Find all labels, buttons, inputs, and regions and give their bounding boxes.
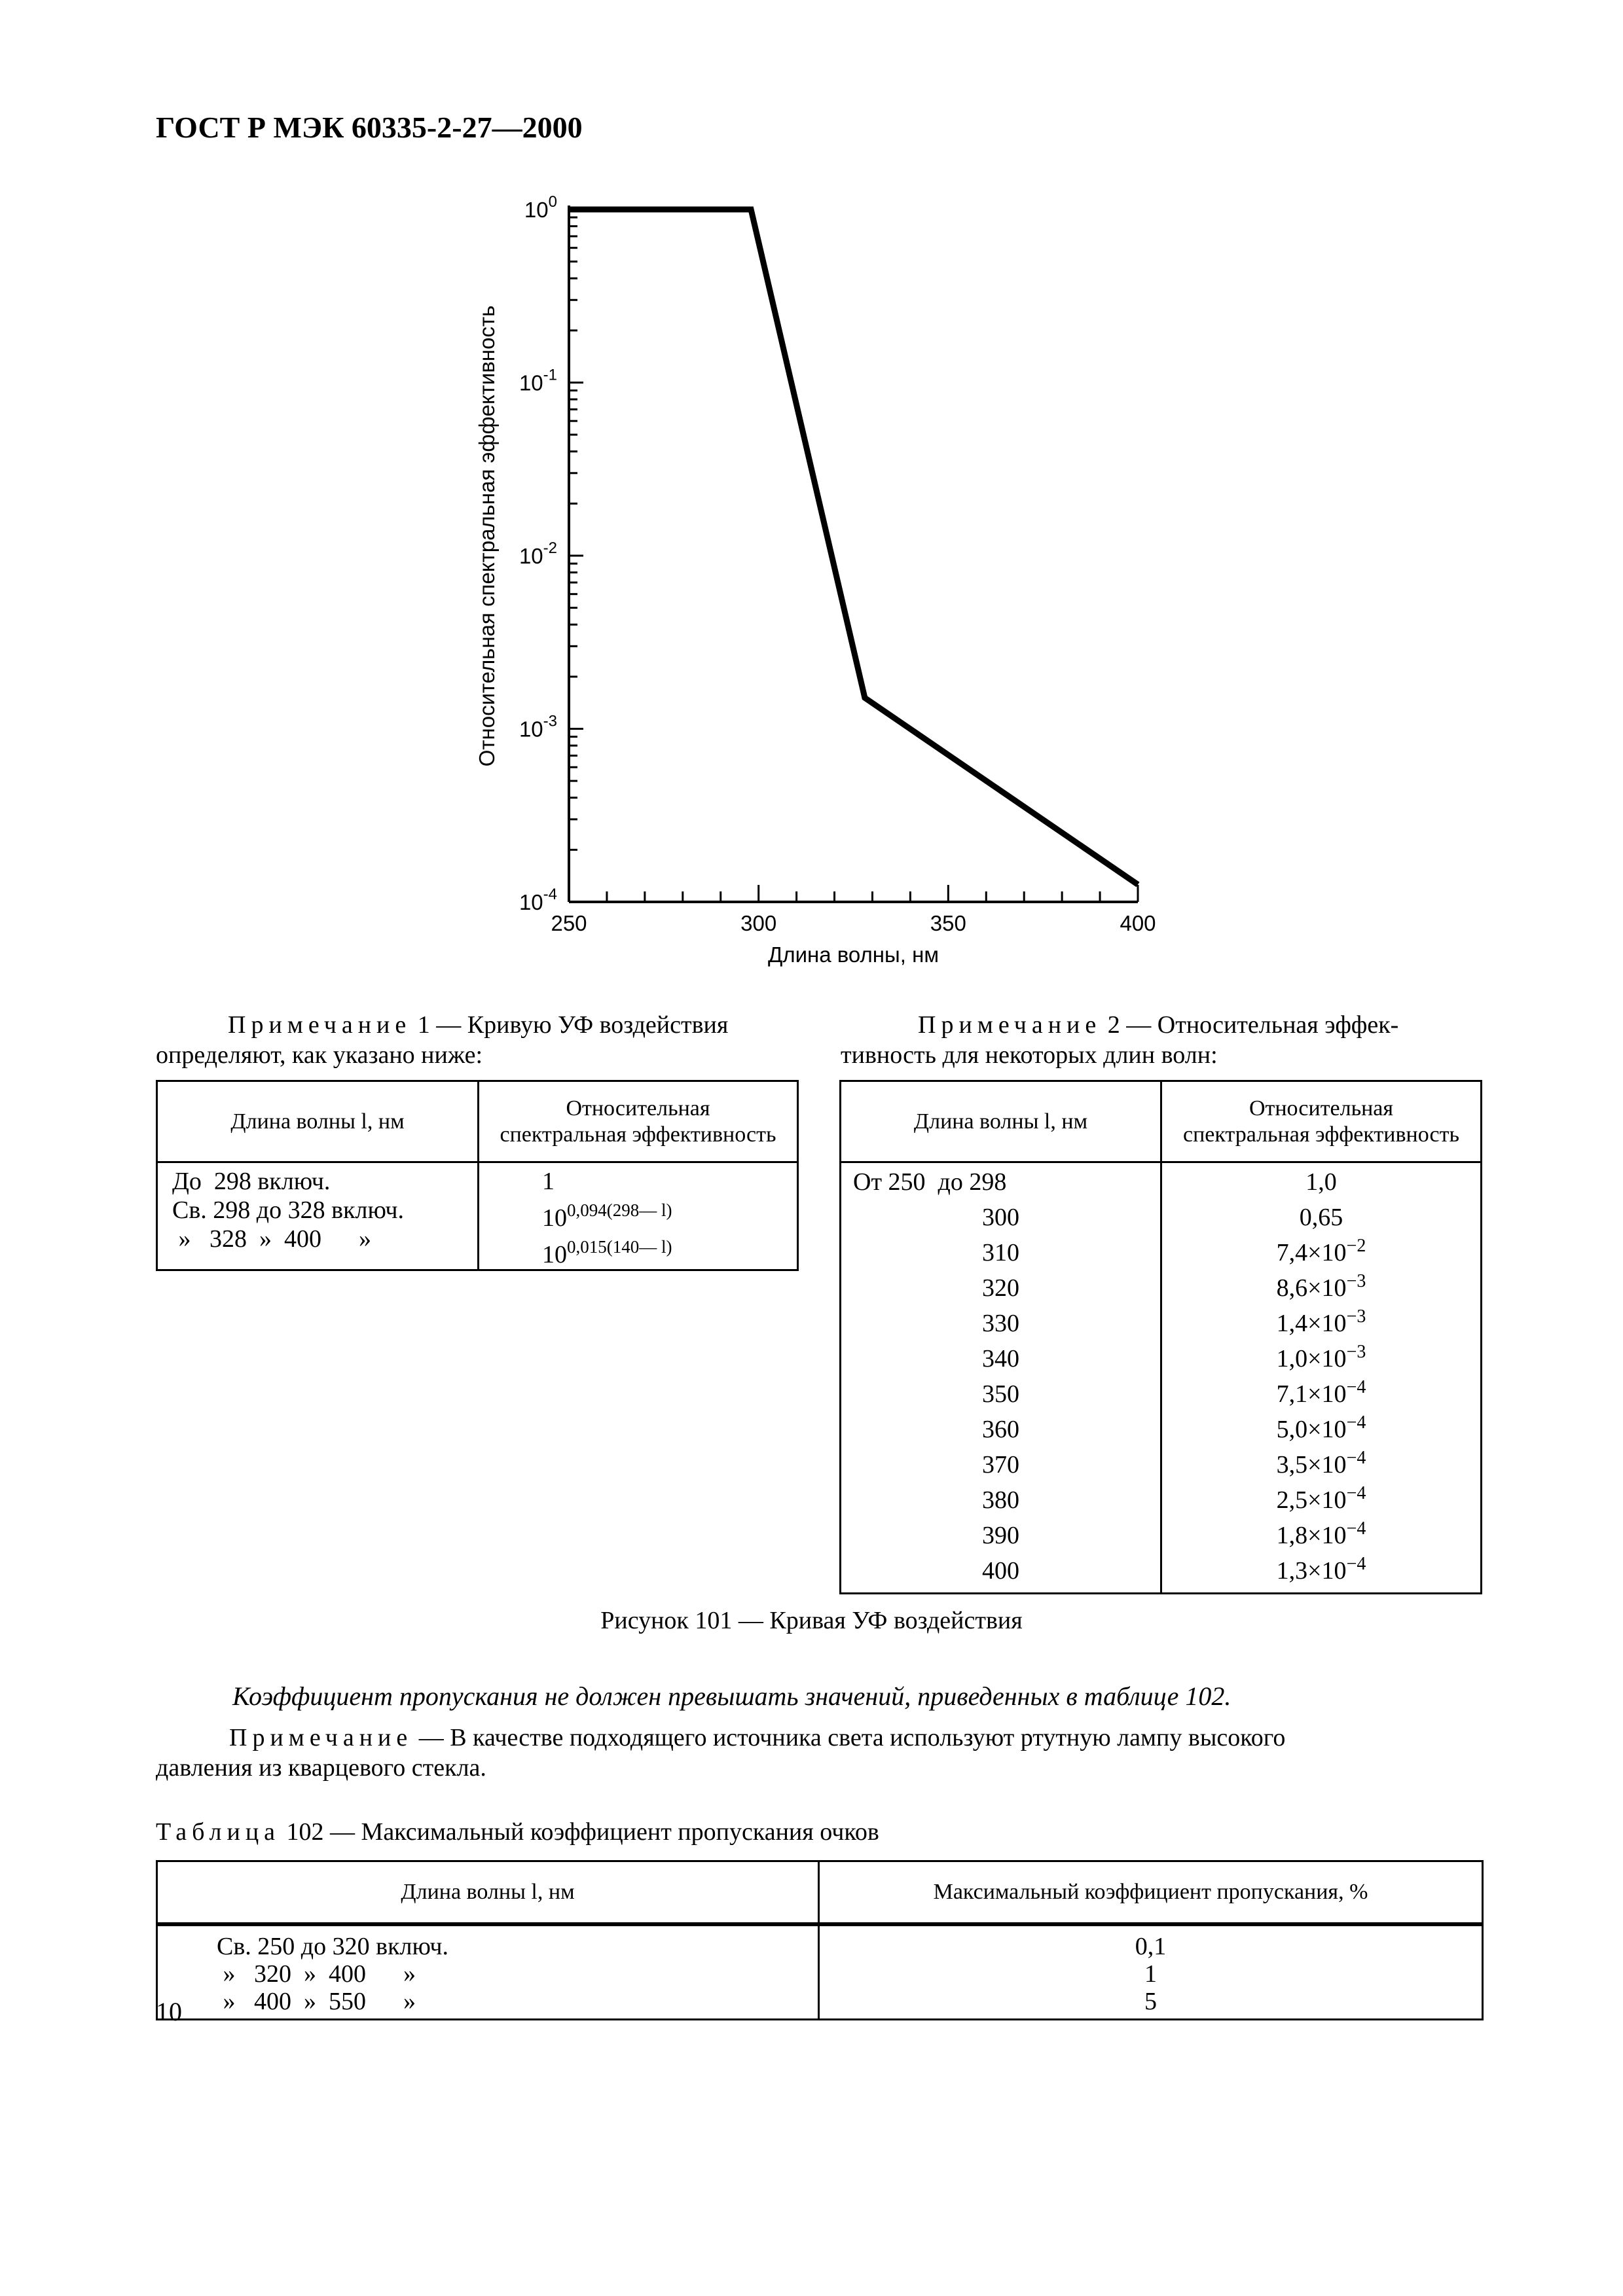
note-1-header-eff-line-2: спектральная эффективность xyxy=(500,1122,776,1147)
table-102-wave-row: Св. 250 до 320 включ. xyxy=(217,1932,449,1960)
note-2-wave-cell xyxy=(841,1162,1161,1594)
note-1-text-line-2: определяют, как указано ниже: xyxy=(156,1041,483,1069)
series-line xyxy=(569,209,1138,885)
note-2-eff-exponent: −4 xyxy=(1346,1412,1366,1433)
note-2-eff-row xyxy=(1162,1553,1480,1588)
note-1-header-eff-line-1: Относительная xyxy=(566,1096,710,1121)
y-tick-exponent: -2 xyxy=(543,539,557,557)
note-2-eff-row xyxy=(1162,1270,1480,1306)
note-3-text-line-1: — В качестве подходящего источника света используют ртутную лампу высокого xyxy=(412,1724,1286,1751)
note-1-wave-cell xyxy=(157,1162,479,1270)
y-tick-label xyxy=(524,193,557,222)
table-102 xyxy=(156,1860,1484,2020)
note-2-eff-base: 3,5×10 xyxy=(1276,1451,1347,1479)
x-tick-label: 350 xyxy=(930,911,966,935)
y-tick-base: 10 xyxy=(519,890,543,914)
page-number: 10 xyxy=(156,1997,182,2026)
note-2-wave-row: 310 xyxy=(982,1239,1019,1266)
note-2-text-line-2: тивность для некоторых длин волн: xyxy=(841,1041,1218,1069)
note-2-eff-row xyxy=(1162,1341,1480,1376)
note-2-eff-exponent: −4 xyxy=(1346,1377,1366,1397)
note-2-eff-exponent: −4 xyxy=(1346,1483,1366,1503)
note-2-wave-row: 370 xyxy=(982,1451,1019,1479)
y-tick-base: 10 xyxy=(524,198,549,222)
note-2-eff-base: 7,4×10 xyxy=(1276,1239,1347,1266)
note-2-header-wave: Длина волны l, нм xyxy=(841,1081,1161,1162)
y-tick-exponent: -4 xyxy=(543,886,557,903)
chart-ticks xyxy=(569,209,1138,902)
table-102-coef-row: 0,1 xyxy=(1135,1932,1167,1960)
note-1-eff-base: 1 xyxy=(542,1168,555,1195)
note-1-table xyxy=(156,1080,799,1271)
note-2-eff-base: 7,1×10 xyxy=(1276,1380,1347,1408)
note-2-wave-row: От 250 до 298 xyxy=(853,1168,1007,1196)
y-tick-label xyxy=(519,886,557,914)
note-2-wave-row: 350 xyxy=(982,1380,1019,1408)
note-1-eff-row xyxy=(542,1196,797,1232)
note-2-wave-row: 360 xyxy=(982,1416,1019,1443)
note-2-eff-row xyxy=(1162,1235,1480,1270)
y-tick-exponent: 0 xyxy=(548,193,557,211)
note-2-eff-base: 1,4×10 xyxy=(1276,1310,1347,1337)
note-1-header-eff xyxy=(479,1081,798,1162)
table-102-wave-row: » 400 » 550 » xyxy=(217,1987,416,2015)
chart-axes xyxy=(569,206,1138,902)
note-2-wave-row: 330 xyxy=(982,1310,1019,1337)
note-2-eff-base: 8,6×10 xyxy=(1276,1274,1347,1302)
note-2-eff-base: 1,3×10 xyxy=(1276,1557,1347,1585)
note-2-eff-exponent: −2 xyxy=(1346,1236,1366,1256)
note-1-eff-cell xyxy=(479,1162,798,1270)
note-1 xyxy=(156,1010,797,1070)
note-2-eff-row xyxy=(1162,1376,1480,1412)
note-2-eff-exponent: −4 xyxy=(1346,1448,1366,1468)
note-2-prefix: Примечание xyxy=(918,1011,1102,1039)
note-2-header-eff-line-2: спектральная эффективность xyxy=(1182,1122,1460,1147)
note-2-eff-base: 2,5×10 xyxy=(1276,1486,1347,1514)
note-1-wave-row: Св. 298 до 328 включ. xyxy=(172,1196,405,1224)
x-axis-label: Длина волны, нм xyxy=(767,942,939,967)
note-2-wave-row: 390 xyxy=(982,1522,1019,1549)
note-1-eff-base: 10 xyxy=(542,1204,567,1232)
note-1-eff-exponent: 0,015(140— l) xyxy=(567,1237,672,1257)
note-2-header-eff xyxy=(1161,1081,1482,1162)
note-2-eff-row xyxy=(1162,1447,1480,1482)
y-tick-base: 10 xyxy=(519,370,543,395)
note-1-text-line-1: 1 — Кривую УФ воздействия xyxy=(411,1011,729,1039)
note-1-eff-base: 10 xyxy=(542,1241,567,1268)
note-2-text-line-1: 2 — Относительная эффек- xyxy=(1101,1011,1399,1039)
figure-caption: Рисунок 101 — Кривая УФ воздействия xyxy=(600,1607,1023,1634)
table-102-coef-cell xyxy=(819,1924,1483,2020)
note-2-wave-row: 400 xyxy=(982,1557,1019,1585)
note-2-eff-base: 1,0 xyxy=(1305,1168,1337,1196)
note-3-text-line-2: давления из кварцевого стекла. xyxy=(156,1754,486,1782)
note-2-eff-exponent: −3 xyxy=(1346,1271,1366,1291)
y-tick-label xyxy=(519,539,557,568)
note-2-table xyxy=(839,1080,1482,1594)
note-2 xyxy=(841,1010,1482,1070)
y-tick-exponent: -3 xyxy=(543,712,557,730)
table-102-header-coef: Максимальный коэффициент пропускания, % xyxy=(819,1861,1483,1924)
note-2-eff-base: 5,0×10 xyxy=(1276,1416,1347,1443)
table-102-wave-cell xyxy=(157,1924,819,2020)
note-1-prefix: Примечание xyxy=(228,1011,412,1039)
note-3 xyxy=(156,1723,1485,1783)
note-1-wave-row: До 298 включ. xyxy=(172,1168,331,1195)
y-tick-base: 10 xyxy=(519,544,543,568)
note-1-header-wave: Длина волны l, нм xyxy=(157,1081,479,1162)
table-102-coef-row: 5 xyxy=(1144,1987,1157,2015)
document-header: ГОСТ Р МЭК 60335-2-27—2000 xyxy=(156,111,583,144)
x-tick-label: 250 xyxy=(551,911,587,935)
note-2-eff-row xyxy=(1162,1306,1480,1341)
note-1-eff-exponent: 0,094(298— l) xyxy=(567,1200,672,1220)
y-tick-exponent: -1 xyxy=(543,366,557,384)
note-2-eff-row xyxy=(1162,1412,1480,1447)
note-2-wave-row: 320 xyxy=(982,1274,1019,1302)
note-1-eff-row xyxy=(542,1232,797,1269)
y-tick-base: 10 xyxy=(519,717,543,742)
table-102-label-text: 102 — Максимальный коэффициент пропускания очков xyxy=(280,1818,879,1846)
x-tick-label: 400 xyxy=(1120,911,1156,935)
note-2-eff-row xyxy=(1162,1200,1480,1235)
y-axis-label: Относительная спектральная эффективность xyxy=(475,305,499,767)
note-2-eff-cell xyxy=(1161,1162,1482,1594)
table-102-label-prefix: Таблица xyxy=(156,1818,281,1846)
y-tick-label xyxy=(519,713,557,742)
note-2-header-eff-line-1: Относительная xyxy=(1249,1096,1394,1121)
note-2-eff-exponent: −4 xyxy=(1346,1518,1366,1539)
note-2-eff-exponent: −3 xyxy=(1346,1342,1366,1362)
note-2-wave-row: 300 xyxy=(982,1204,1019,1231)
note-2-eff-base: 1,8×10 xyxy=(1276,1522,1347,1549)
table-102-coef-row: 1 xyxy=(1144,1960,1157,1988)
note-1-wave-row: » 328 » 400 » xyxy=(172,1225,371,1253)
note-2-eff-row xyxy=(1162,1482,1480,1518)
note-3-prefix: Примечание xyxy=(229,1724,413,1751)
note-2-eff-base: 0,65 xyxy=(1299,1204,1343,1231)
uv-curve-chart xyxy=(0,0,1623,1021)
note-2-wave-row: 340 xyxy=(982,1345,1019,1372)
table-102-wave-row: » 320 » 400 » xyxy=(217,1960,416,1988)
note-2-eff-exponent: −3 xyxy=(1346,1306,1366,1327)
y-tick-label xyxy=(519,367,557,395)
note-2-eff-exponent: −4 xyxy=(1346,1554,1366,1574)
note-2-wave-row: 380 xyxy=(982,1486,1019,1514)
note-2-eff-base: 1,0×10 xyxy=(1276,1345,1347,1372)
chart-labels xyxy=(519,193,1156,935)
x-tick-label: 300 xyxy=(740,911,777,935)
table-102-header-wave: Длина волны l, нм xyxy=(157,1861,819,1924)
table-102-label xyxy=(156,1817,879,1847)
requirement-text: Коэффициент пропускания не должен превышать значений, приведенных в таблице 102. xyxy=(232,1681,1231,1711)
note-2-eff-row xyxy=(1162,1164,1480,1200)
note-1-eff-row xyxy=(542,1167,797,1196)
note-2-eff-row xyxy=(1162,1518,1480,1553)
